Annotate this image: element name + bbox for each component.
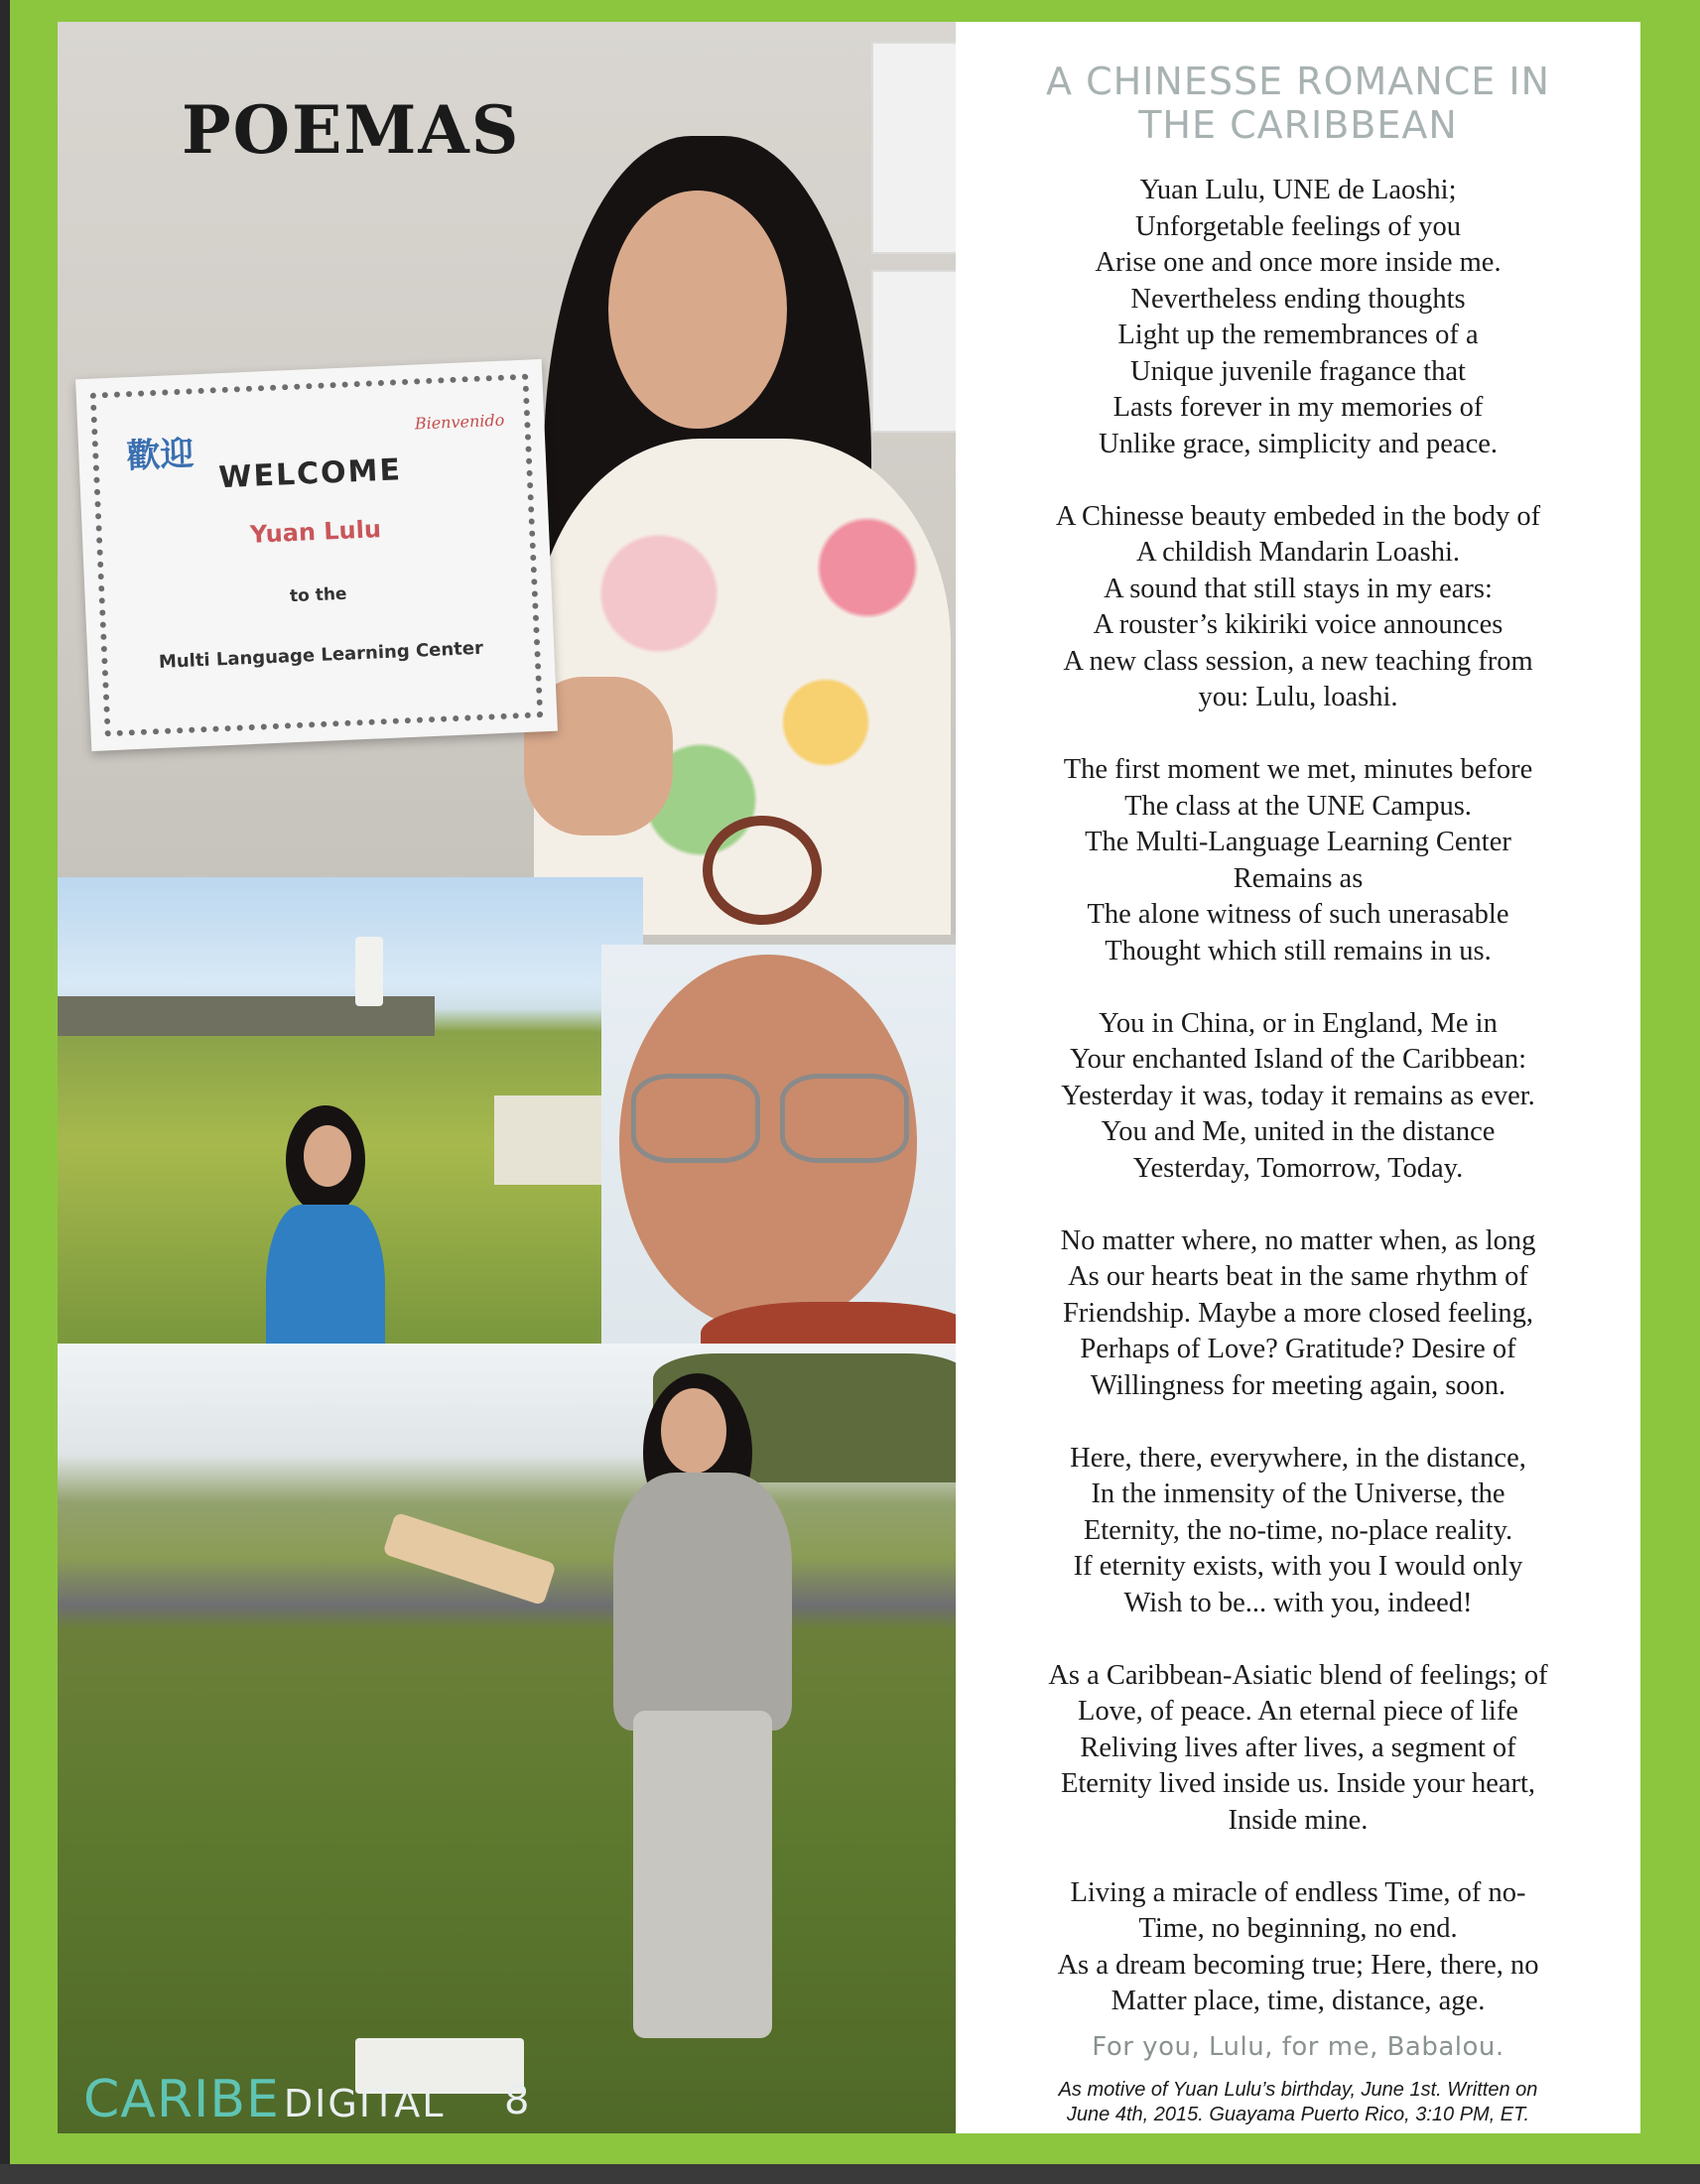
section-title: POEMAS xyxy=(182,91,521,169)
woman3-pants xyxy=(633,1711,772,2038)
poem-line: Lasts forever in my memories of xyxy=(1112,392,1484,423)
poem-line: you: Lulu, loashi. xyxy=(1198,682,1398,712)
man-glasses-left xyxy=(631,1074,760,1163)
frame-bottom-rule xyxy=(0,2164,1700,2184)
poem-line: Unlike grace, simplicity and peace. xyxy=(1098,428,1498,459)
poem-line: Unforgetable feelings of you xyxy=(1135,210,1461,242)
poem-line: No matter where, no matter when, as long xyxy=(1060,1224,1536,1256)
poem-line: Light up the remembrances of a xyxy=(1117,320,1479,350)
poem-title xyxy=(956,60,1640,147)
stanza-3 xyxy=(966,752,1631,969)
poem-line: Thought which still remains in us. xyxy=(1105,935,1492,966)
woman3-sweater xyxy=(613,1473,792,1731)
poem-line: As our hearts beat in the same rhythm of xyxy=(1068,1261,1528,1292)
poem-line: A new class session, a new teaching from xyxy=(1063,645,1533,677)
woman2-face xyxy=(304,1125,351,1187)
sign-center-text: Multi Language Learning Center xyxy=(158,637,484,674)
poem-title-line-1: A CHINESSE ROMANCE IN xyxy=(1046,60,1550,103)
stanza-6 xyxy=(966,1441,1631,1622)
poem-line: Nevertheless ending thoughts xyxy=(1130,283,1466,315)
stanza-2 xyxy=(966,499,1631,716)
stanza-5 xyxy=(966,1223,1631,1405)
poem-title-line-2: THE CARIBBEAN xyxy=(1138,103,1458,147)
poem-line: Perhaps of Love? Gratitude? Desire of xyxy=(1080,1334,1516,1364)
poem-line: Yuan Lulu, UNE de Laoshi; xyxy=(1139,175,1457,205)
poem-line: Reliving lives after lives, a segment of xyxy=(1080,1732,1516,1763)
sign-bienvenido-text: Bienvenido xyxy=(414,410,505,434)
poem-line: A sound that still stays in my ears: xyxy=(1104,573,1493,604)
poem-line: If eternity exists, with you I would only xyxy=(1073,1551,1523,1582)
man-glasses-right xyxy=(780,1074,909,1163)
poem-line: Your enchanted Island of the Caribbean: xyxy=(1069,1044,1527,1075)
poem-footnote xyxy=(956,2078,1640,2127)
poem-line: As a dream becoming true; Here, there, no xyxy=(1057,1949,1539,1981)
brand-logo xyxy=(83,2070,445,2129)
poem-line: The first moment we met, minutes before xyxy=(1063,754,1533,785)
poem-line: You and Me, united in the distance xyxy=(1101,1116,1496,1147)
poem-line: Friendship. Maybe a more closed feeling, xyxy=(1062,1297,1534,1329)
poem-line: Unique juvenile fragance that xyxy=(1130,355,1466,387)
poem-line: In the inmensity of the Universe, the xyxy=(1091,1478,1505,1509)
poem-line: The alone witness of such unerasable xyxy=(1087,899,1509,930)
woman-face xyxy=(608,191,787,429)
poem-line: Wish to be... with you, indeed! xyxy=(1123,1587,1473,1618)
poem-line: A rouster’s kikiriki voice announces xyxy=(1093,609,1504,640)
stanza-4 xyxy=(966,1006,1631,1188)
welcome-sign xyxy=(75,359,558,751)
stanza-8 xyxy=(966,1875,1631,2020)
lighthouse xyxy=(355,937,383,1006)
bracelet xyxy=(703,816,822,925)
wall-notice-top xyxy=(871,42,956,254)
poem-line: As a Caribbean-Asiatic blend of feelings; of xyxy=(1048,1659,1548,1691)
page-number: 8 xyxy=(504,2078,530,2123)
brand-name: CARIBE xyxy=(83,2070,280,2129)
footnote-line-1: As motive of Yuan Lulu’s birthday, June 1st. Written on xyxy=(1058,2079,1538,2101)
poem-line: Remains as xyxy=(1233,862,1364,894)
poem-column xyxy=(956,22,1640,2133)
cricket-bat xyxy=(382,1512,556,1606)
photo-man-portrait xyxy=(601,945,956,1344)
sign-welcome-text: WELCOME xyxy=(217,452,403,496)
poem-line: Time, no beginning, no end. xyxy=(1138,1913,1458,1944)
poem-line: Living a miracle of endless Time, of no- xyxy=(1070,1876,1526,1908)
poem-line: Matter place, time, distance, age. xyxy=(1111,1986,1486,2016)
poem-line: Eternity lived inside us. Inside your heart, xyxy=(1060,1768,1536,1799)
frame-left-rule xyxy=(0,0,10,2164)
photo-collage xyxy=(58,22,956,2133)
sign-name-text: Yuan Lulu xyxy=(249,515,382,549)
poem-line: You in China, or in England, Me in xyxy=(1099,1007,1498,1039)
poem-dedication: For you, Lulu, for me, Babalou. xyxy=(1092,2032,1504,2062)
stanza-7 xyxy=(966,1658,1631,1840)
footnote-line-2: June 4th, 2015. Guayama Puerto Rico, 3:10 PM, ET. xyxy=(1066,2104,1530,2125)
poem-line: Willingness for meeting again, soon. xyxy=(1090,1369,1506,1401)
poem-line: The class at the UNE Campus. xyxy=(1124,790,1472,822)
poem-line: Yesterday it was, today it remains as ever. xyxy=(1061,1080,1535,1111)
stanza-1 xyxy=(966,173,1631,462)
brand-suffix: DIGITAL xyxy=(283,2082,446,2125)
poem-line: A childish Mandarin Loashi. xyxy=(1135,537,1461,568)
poem-line: The Multi-Language Learning Center xyxy=(1085,827,1511,857)
sign-chinese-text: 歡迎 xyxy=(125,434,196,477)
fort-building xyxy=(494,1095,613,1185)
wall-notice-bottom xyxy=(871,270,956,433)
poem-line: Arise one and once more inside me. xyxy=(1095,247,1502,278)
sign-to-text: to the xyxy=(289,583,347,607)
poem-line: Love, of peace. An eternal piece of life xyxy=(1078,1696,1518,1727)
photo-cricket-field xyxy=(58,1344,956,2133)
poem-body xyxy=(966,173,1631,2056)
woman3-face xyxy=(661,1388,726,1474)
poem-line: Eternity, the no-time, no-place reality. xyxy=(1083,1514,1513,1546)
poem-line: Inside mine. xyxy=(1228,1804,1369,1836)
poem-line: Yesterday, Tomorrow, Today. xyxy=(1132,1152,1464,1184)
poem-line: Here, there, everywhere, in the distance, xyxy=(1070,1442,1526,1474)
poem-line: A Chinesse beauty embeded in the body of xyxy=(1055,500,1541,532)
